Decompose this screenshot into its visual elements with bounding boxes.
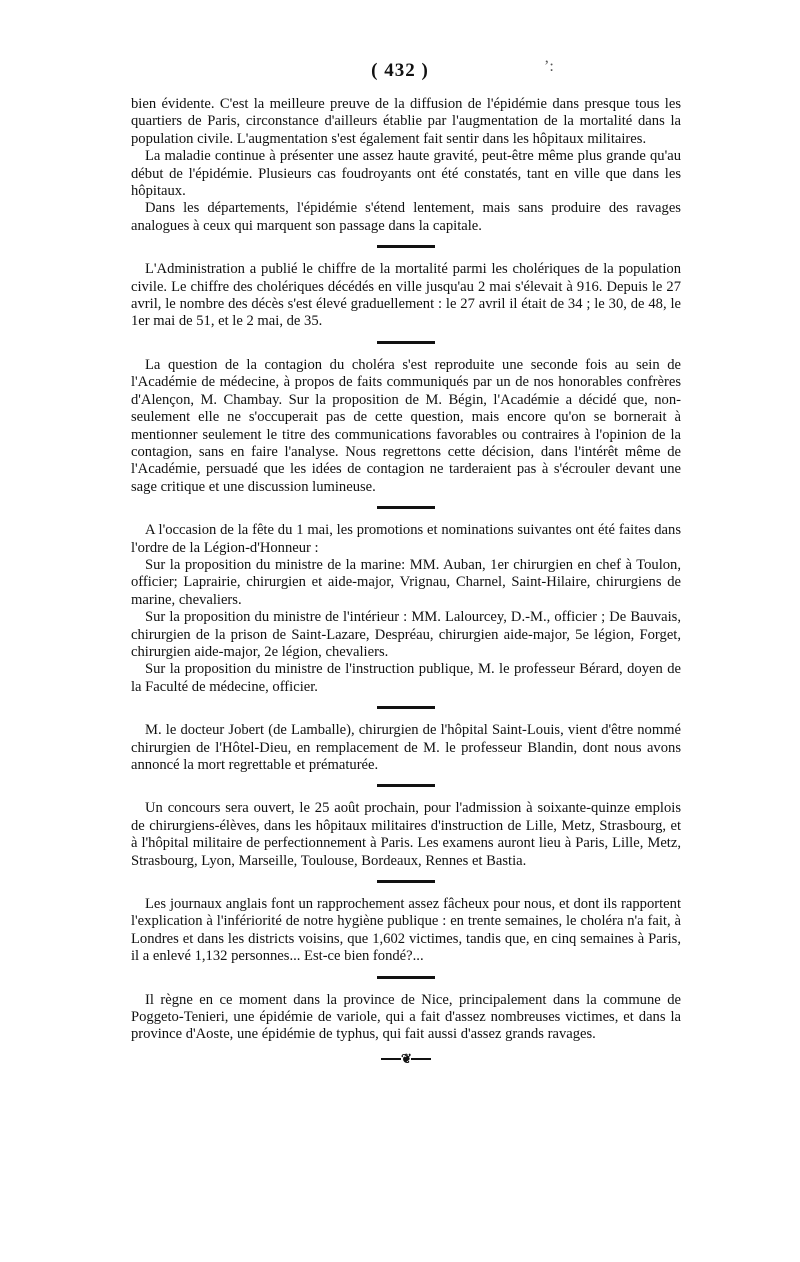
section-concours [131,800,681,870]
section-mortality [131,261,681,331]
section-epidemic-report [131,96,681,235]
section-divider [377,245,435,248]
section-journaux-anglais [131,896,681,966]
corner-mark: ’: [544,58,554,75]
paragraph: Sur la proposition du ministre de l'intérieur : MM. Lalourcey, D.-M., officier ; De Bauvais, chirurgien de la prison de Saint-Lazare, Despréau, chirurgien aide-major, 5e légion, Forget, chirurgien aide-major, 2e légion, chevaliers. [131,609,681,660]
paragraph: La question de la contagion du choléra s'est reproduite une seconde fois au sein de l'Académie de médecine, à propos de faits communiqués par un de nos honorables confrères d'Alençon, M. Chambay. Sur la proposition de M. Bégin, l'Académie a décidé que, non-seulement elle ne s'occuperait pas de cette question, mais encore qu'on se bornerait à mentionner seulement le titre des communications favorables ou contraires à l'opinion de la contagion, sans en faire l'analyse. Nous regrettons cette décision, dans l'intérêt même de l'Académie, persuadé que les idées de contagion ne tarderaient pas à s'écrouler devant une sage critique et une discussion lumineuse. [131,356,681,495]
section-divider [377,341,435,344]
paragraph: La maladie continue à présenter une assez haute gravité, peut-être même plus grande qu'au début de l'épidémie. Plusieurs cas foudroyants ont été constatés, tant en ville que dans les hôpitaux. [131,148,681,200]
text-column [131,96,681,1065]
paragraph: L'Administration a publié le chiffre de la mortalité parmi les cholériques de la population civile. Le chiffre des cholériques décédés en ville jusqu'au 2 mai s'élevait à 916. Depuis le 27 avril, le nombre des décès s'est élevé graduellement : le 27 avril il était de 34 ; le 30, de 48, le 1er mai de 51, et le 2 mai, de 35. [131,261,681,330]
paragraph: Les journaux anglais font un rapprochement assez fâcheux pour nous, et dont ils rapportent l'explication à l'infériorité de notre hygiène publique : en trente semaines, le choléra n'a fait, à Londres et dans les districts voisins, que 1,602 victimes, tandis que, en cinq semaines à Paris, il a enlevé 1,132 personnes... Est-ce bien fondé?... [131,896,681,965]
paragraph: Sur la proposition du ministre de la marine: MM. Auban, 1er chirurgien en chef à Toulon, officier; Laprairie, chirurgien et aide-major, Vrignau, Charnel, Saint-Hilaire, chirurgiens de marine, chevaliers. [131,556,681,608]
paragraph: Dans les départements, l'épidémie s'étend lentement, mais sans produire des ravages analogues à ceux qui marquent son passage dans la capitale. [131,200,681,234]
paragraph: A l'occasion de la fête du 1 mai, les promotions et nominations suivantes ont été faites dans l'ordre de la Légion-d'Honneur : [131,522,681,556]
section-divider [377,880,435,883]
paragraph: bien évidente. C'est la meilleure preuve de la diffusion de l'épidémie dans presque tous les quartiers de Paris, circonstance d'ailleurs établie par l'augmentation de la mortalité dans la population civile. L'augmentation s'est également fait sentir dans les hôpitaux militaires. [131,96,681,147]
section-contagion [131,357,681,496]
section-divider [377,784,435,787]
section-divider [377,506,435,509]
paragraph: Il règne en ce moment dans la province de Nice, principalement dans la commune de Poggeto-Tenieri, une épidémie de variole, qui a fait d'assez nombreuses victimes, et dans la province d'Aoste, une épidémie de typhus, qui fait aussi d'assez grands ravages. [131,991,681,1043]
section-divider [377,706,435,709]
section-legion-honneur [131,522,681,696]
end-ornament-icon: ❦ [376,1052,436,1065]
page-number: ( 432 ) [371,60,429,81]
paragraph: Un concours sera ouvert, le 25 août prochain, pour l'admission à soixante-quinze emplois de chirurgiens-élèves, dans les hôpitaux militaires d'instruction de Lille, Metz, Strasbourg, et à l'hôpital militaire de perfectionnement à Paris. Les examens auront lieu à Paris, Lille, Metz, Strasbourg, Lyon, Marseille, Toulouse, Bordeaux, Rennes et Bastia. [131,800,681,869]
section-divider [377,976,435,979]
paragraph: Sur la proposition du ministre de l'instruction publique, M. le professeur Bérard, doyen de la Faculté de médecine, officier. [131,661,681,695]
paragraph: M. le docteur Jobert (de Lamballe), chirurgien de l'hôpital Saint-Louis, vient d'être nommé chirurgien de l'Hôtel-Dieu, en remplacement de M. le professeur Blandin, dont nous avons annoncé la mort regrettable et prématurée. [131,722,681,773]
section-nice [131,992,681,1044]
section-jobert [131,722,681,774]
